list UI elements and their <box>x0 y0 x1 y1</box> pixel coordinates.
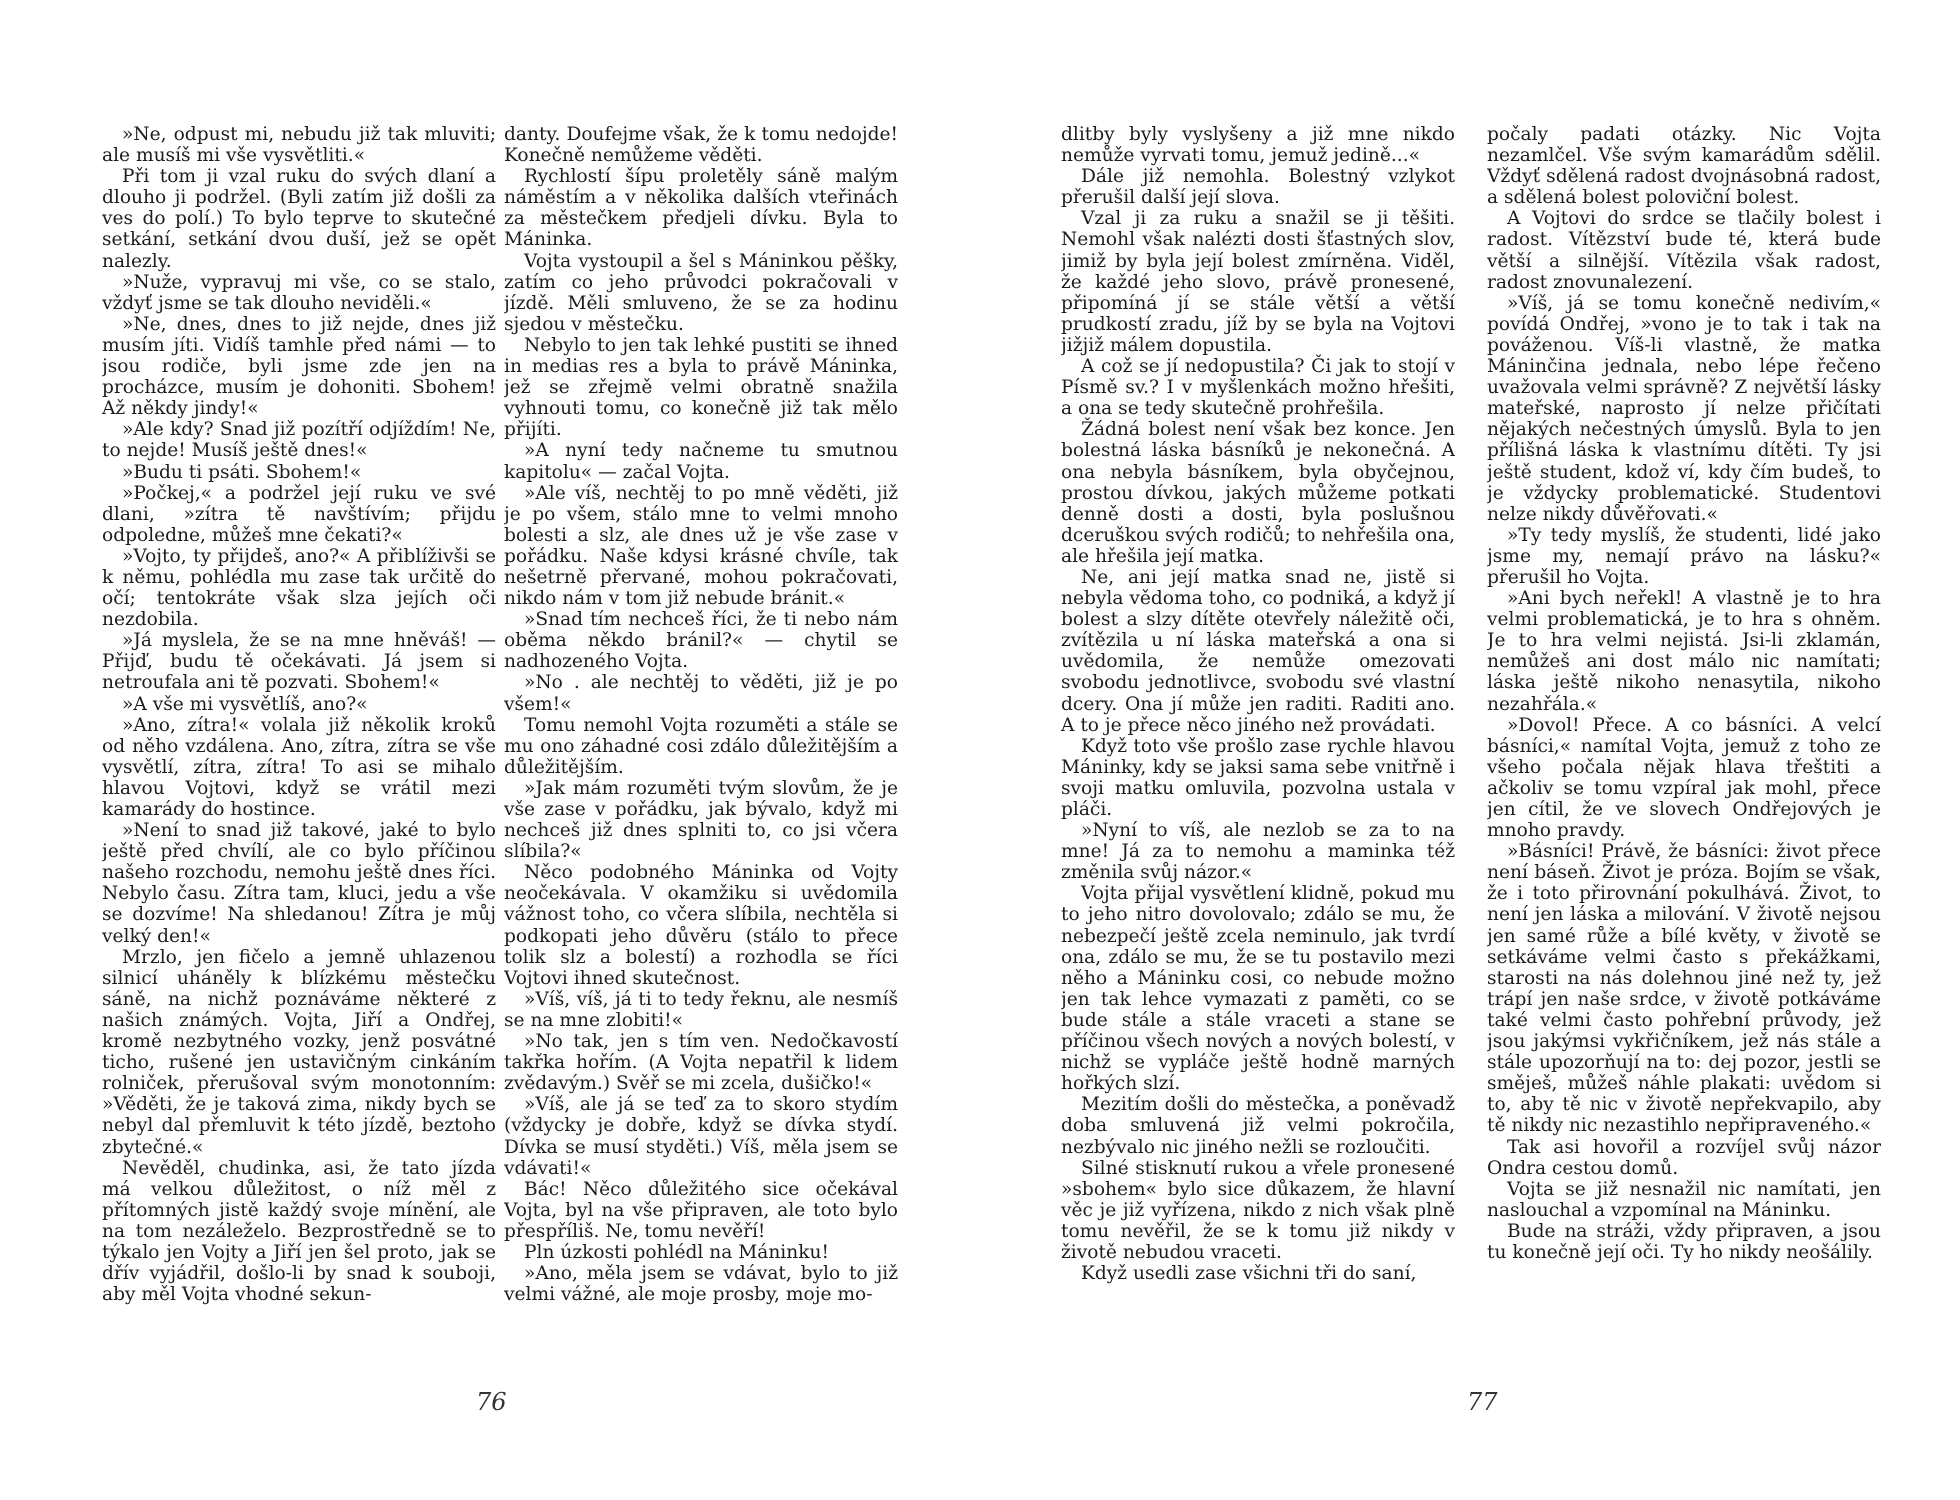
paragraph: Nevěděl, chudinka, asi, že tato jízda má velkou důležitost, o níž měl z přítomných jistě každý svoje mínění, ale na tom nezáleželo. Bezprostředně se to týkalo jen Vojty a Jiří jen šel proto, jak se dřív vyjádřil, došlo-li by snad k souboji, aby měl Vojta vhodné sekun- <box>102 1157 496 1306</box>
paragraph: Při tom ji vzal ruku do svých dlaní a dlouho ji podržel. (Byli zatím již došli za ves do polí.) To bylo teprve to skutečné setkání, setkání dvou duší, jež se opět nalezly. <box>102 166 496 272</box>
paragraph: A Vojtovi do srdce se tlačily bolest i radost. Vítězství bude té, která bude větší a silnější. Vítězila však radost, radost znovunalezení. <box>1487 208 1881 293</box>
paragraph: »Básníci! Právě, že básníci: život přece není báseň. Život je próza. Bojím se však, že i toto přirovnání pokulhává. Život, to není jen láska a milování. V životě nejsou jen samé růže a bílé květy, v životě se setkáváme velmi často s překážkami, starosti na nás dolehnou jiné než ty, jež trápí jen naše srdce, v životě potkáváme také velmi často pohřební průvody, jež jsou jakýmsi vykřičníkem, jež nás stále a stále upozorňují na to: dej pozor, jestli se směješ, můžeš náhle plakati: uvědom si to, aby tě nic v životě nepřekvapilo, aby tě nikdy nic nezastihlo nepřipraveného.« <box>1487 841 1881 1137</box>
paragraph: Vojta vystoupil a šel s Máninkou pěšky, zatím co jeho průvodci pokračovali v jízdě. Měli smluveno, že se za hodinu sjedou v městečku. <box>504 250 898 335</box>
paragraph: »A nyní tedy načneme tu smutnou kapitolu« — začal Vojta. <box>504 440 898 483</box>
paragraph: Když toto vše prošlo zase rychle hlavou Máninky, kdy se jaksi sama sebe vnitřně i svoji matku omluvila, pozvolna ustala v pláči. <box>1061 735 1455 820</box>
paragraph: »Nyní to víš, ale nezlob se za to na mne! Já za to nemohu a maminka též změnila svůj názor.« <box>1061 820 1455 884</box>
paragraph: Bude na stráži, vždy připraven, a jsou tu konečně její oči. Ty ho nikdy neošálily. <box>1487 1220 1881 1263</box>
paragraph: »Dovol! Přece. A co básníci. A velcí básníci,« namítal Vojta, jemuž z toho ze všeho počala nějak hlava třeštiti a ačkoliv se tomu vzpíral jak mohl, přece jen cítil, že ve slovech Ondřejových je mnoho pravdy. <box>1487 714 1881 842</box>
paragraph: »Není to snad již takové, jaké to bylo ještě před chvílí, ale co bylo příčinou našeho rozchodu, nemohu ještě dnes říci. Nebylo času. Zítra tam, kluci, jedu a vše se dozvíme! Na shledanou! Zítra je můj velký den!« <box>102 820 496 947</box>
paragraph: Vzal ji za ruku a snažil se ji těšiti. Nemohl však nalézti dosti šťastných slov, jimiž by byla její bolest zmírněna. Viděl, že každé jeho slovo, právě pronesené, připomíná jí se stále větší a větší prudkostí zradu, jíž by se byla na Vojtovi jižjiž málem dopustila. <box>1061 208 1455 356</box>
paragraph: Ne, ani její matka snad ne, jistě si nebyla vědoma toho, co podniká, a když jí bolest a slzy dítěte otevřely náležitě oči, zvítězila u ní láska mateřská a ona si uvědomila, že nemůže omezovati svobodu jednotlivce, svobodu své vlastní dcery. Ona jí může jen raditi. Raditi ano. A to je přece něco jiného než provádati. <box>1061 566 1455 736</box>
paragraph: Dále již nemohla. Bolestný vzlykot přerušil další její slova. <box>1061 166 1455 209</box>
paragraph: »Já myslela, že se na mne hněváš! — Přijď, budu tě očekávati. Já jsem si netroufala ani tě pozvati. Sbohem!« <box>102 630 496 694</box>
paragraph: Bác! Něco důležitého sice očekával Vojta, byl na vše připraven, ale toto bylo přespříliš. Ne, tomu nevěří! <box>504 1178 898 1242</box>
paragraph: »Ani bych neřekl! A vlastně je to hra velmi problematická, je to hra s ohněm. Je to hra velmi nejistá. Jsi-li zklamán, nemůžeš ani dost málo nic namítati; láska ještě nikoho nenasytila, nikoho nezahřála.« <box>1487 588 1881 715</box>
paragraph: »Ty tedy myslíš, že studenti, lidé jako jsme my, nemají právo na lásku?« přerušil ho Vojta. <box>1487 524 1881 588</box>
paragraph: počaly padati otázky. Nic Vojta nezamlčel. Vše svým kamarádům sdělil. Vždyť sdělená radost dvojnásobná radost, a sdělená bolest poloviční bolest. <box>1487 124 1881 209</box>
paragraph: danty. Doufejme však, že k tomu nedojde! Konečně nemůžeme věděti. <box>504 124 898 167</box>
paragraph: Tak asi hovořil a rozvíjel svůj názor Ondra cestou domů. <box>1487 1136 1881 1179</box>
paragraph: »Víš, já se tomu konečně nedivím,« povídá Ondřej, »vono je to tak i tak na pováženou. Víš-li vlastně, že matka Máninčina jednala, nebo lépe řečeno uvažovala velmi správně? Z největší lásky mateřské, naprosto jí nelze přičítati nějakých nečestných úmyslů. Byla to jen přílišná láska k vlastnímu dítěti. Ty jsi ještě student, kdož ví, kdy čím budeš, to je vždycky problematické. Studentovi nelze nikdy důvěřovati.« <box>1487 292 1881 525</box>
paragraph: »Ale kdy? Snad již pozítří odjíždím! Ne, to nejde! Musíš ještě dnes!« <box>102 419 496 462</box>
paragraph: »Ne, odpust mi, nebudu již tak mluviti; ale musíš mi vše vysvětliti.« <box>102 124 496 167</box>
right-page-column-2 <box>1487 124 1881 1263</box>
page-number-left: 76 <box>476 1388 507 1416</box>
paragraph: Pln úzkosti pohlédl na Máninku! <box>524 1241 829 1263</box>
paragraph: »Snad tím nechceš říci, že ti nebo nám oběma někdo bránil?« — chytil se nadhozeného Vojta. <box>504 609 898 673</box>
paragraph: dlitby byly vyslyšeny a již mne nikdo nemůže vyrvati tomu, jemuž jedině...« <box>1061 124 1455 167</box>
paragraph: Žádná bolest není však bez konce. Jen bolestná láska básníků je nekonečná. A ona nebyla básníkem, byla obyčejnou, prostou dívkou, jakých můžeme potkati denně dosti a dosti, byla poslušnou dceruškou svých rodičů; to nehřešila ona, ale hřešila její matka. <box>1061 419 1455 567</box>
left-page-column-2 <box>504 124 898 1305</box>
paragraph: Rychlostí šípu proletěly sáně malým náměstím a v několika dalších vteřinách za městečkem předjeli dívku. Byla to Máninka. <box>504 166 898 251</box>
paragraph: »Budu ti psáti. Sbohem!« <box>122 461 362 483</box>
page-number-right: 77 <box>1467 1388 1498 1416</box>
paragraph: Když usedli zase všichni tři do saní, <box>1081 1263 1417 1285</box>
paragraph: »Počkej,« a podržel její ruku ve své dlani, »zítra tě navštívím; přijdu odpoledne, můžeš mne čekati?« <box>102 482 496 546</box>
paragraph: »No tak, jen s tím ven. Nedočkavostí takřka hořím. (A Vojta nepatřil k lidem zvědavým.) Svěř se mi zcela, dušičko!« <box>504 1031 898 1095</box>
paragraph: Tomu nemohl Vojta rozuměti a stále se mu ono záhadné cosi zdálo důležitějším a důležitějším. <box>504 714 898 778</box>
paragraph: Nebylo to jen tak lehké pustiti se ihned in medias res a byla to právě Máninka, jež se zřejmě velmi obratně snažila vyhnouti tomu, co konečně již tak mělo přijíti. <box>504 334 898 441</box>
paragraph: Silné stisknutí rukou a vřele pronesené »sbohem« bylo sice důkazem, že hlavní věc je již vyřízena, nikdo z nich však plně tomu nevěřil, že se k tomu již nikdy v životě nebudou vraceti. <box>1061 1157 1455 1263</box>
paragraph: Mrzlo, jen fičelo a jemně uhlazenou silnicí uháněly k blízkému městečku sáně, na nichž poznáváme některé z našich známých. Vojta, Jiří a Ondřej, kromě nezbytného vozky, jenž posvátné ticho, rušené jen ustavičným cinkáním rolniček, přerušoval svým monotonním: »Věděti, že je taková zima, nikdy bych se nebyl dal přemluvit k této jízdě, beztoho zbytečné.« <box>102 946 496 1158</box>
paragraph: A což se jí nedopustila? Či jak to stojí v Písmě sv.? I v myšlenkách možno hřešiti, a ona se tedy skutečně prohřešila. <box>1061 356 1455 420</box>
paragraph: »Ale víš, nechtěj to po mně věděti, již je po všem, stálo mne to velmi mnoho bolesti a slz, ale dnes už je vše zase v pořádku. Naše kdysi krásné chvíle, tak nešetrně přervané, mohou pokračovati, nikdo nám v tom již nebude bránit.« <box>504 482 898 610</box>
paragraph: »Ano, zítra!« volala již několik kroků od něho vzdálena. Ano, zítra, zítra se vše vysvětlí, zítra, zítra! To asi se mihalo hlavou Vojtovi, když se vrátil mezi kamarády do hostince. <box>102 714 496 820</box>
paragraph: »Víš, ale já se teď za to skoro stydím (vždycky je dobře, když se dívka stydí. Dívka se musí styděti.) Víš, měla jsem se vdávati!« <box>504 1094 898 1179</box>
paragraph: Něco podobného Máninka od Vojty neočekávala. V okamžiku si uvědomila vážnost toho, co včera slíbila, nechtěla si podkopati jeho důvěru (stálo to přece tolik slz a bolestí) a rozhodla se říci Vojtovi ihned skutečnost. <box>504 862 898 989</box>
paragraph: »Ne, dnes, dnes to již nejde, dnes již musím jíti. Vidíš tamhle před námi — to jsou rodiče, byli jsme zde jen na procházce, musím je dohoniti. Sbohem! Až někdy jindy!« <box>102 313 496 420</box>
left-page-column-1 <box>102 124 496 1305</box>
paragraph: »Jak mám rozuměti tvým slovům, že je vše zase v pořádku, jak bývalo, když mi nechceš již dnes splniti to, co jsi včera slíbila?« <box>504 777 898 863</box>
paragraph: »Ano, měla jsem se vdávat, bylo to již velmi vážné, ale moje prosby, moje mo- <box>504 1263 898 1306</box>
paragraph: Vojta se již nesnažil nic namítati, jen naslouchal a vzpomínal na Máninku. <box>1487 1178 1881 1221</box>
paragraph: »Vojto, ty přijdeš, ano?« A přiblíživši se k němu, pohlédla mu zase tak určitě do očí; tentokráte však slza jejích oči nezdobila. <box>102 545 496 631</box>
paragraph: »A vše mi vysvětlíš, ano?« <box>122 693 368 715</box>
paragraph: Vojta přijal vysvětlení klidně, pokud mu to jeho nitro dovolovalo; zdálo se mu, že nebezpečí ještě zcela neminulo, jak tvrdí ona, zdálo se mu, že se tu postavilo mezi něho a Máninku cosi, co nebude možno jen tak lehce vymazati z paměti, co se bude stále a stále vraceti a stane se příčinou všech nových a nových bolestí, v nichž se vypláče ještě hodně marných hořkých slzí. <box>1061 883 1455 1095</box>
paragraph: Mezitím došli do městečka, a poněvadž doba smluvená již velmi pokročila, nezbývalo nic jiného nežli se rozloučiti. <box>1061 1094 1455 1158</box>
paragraph: »No . ale nechtěj to věděti, již je po všem!« <box>504 672 898 715</box>
paragraph: »Víš, víš, já ti to tedy řeknu, ale nesmíš se na mne zlobiti!« <box>504 988 898 1031</box>
right-page-column-1 <box>1061 124 1455 1284</box>
paragraph: »Nuže, vypravuj mi vše, co se stalo, vždyť jsme se tak dlouho neviděli.« <box>102 271 496 314</box>
